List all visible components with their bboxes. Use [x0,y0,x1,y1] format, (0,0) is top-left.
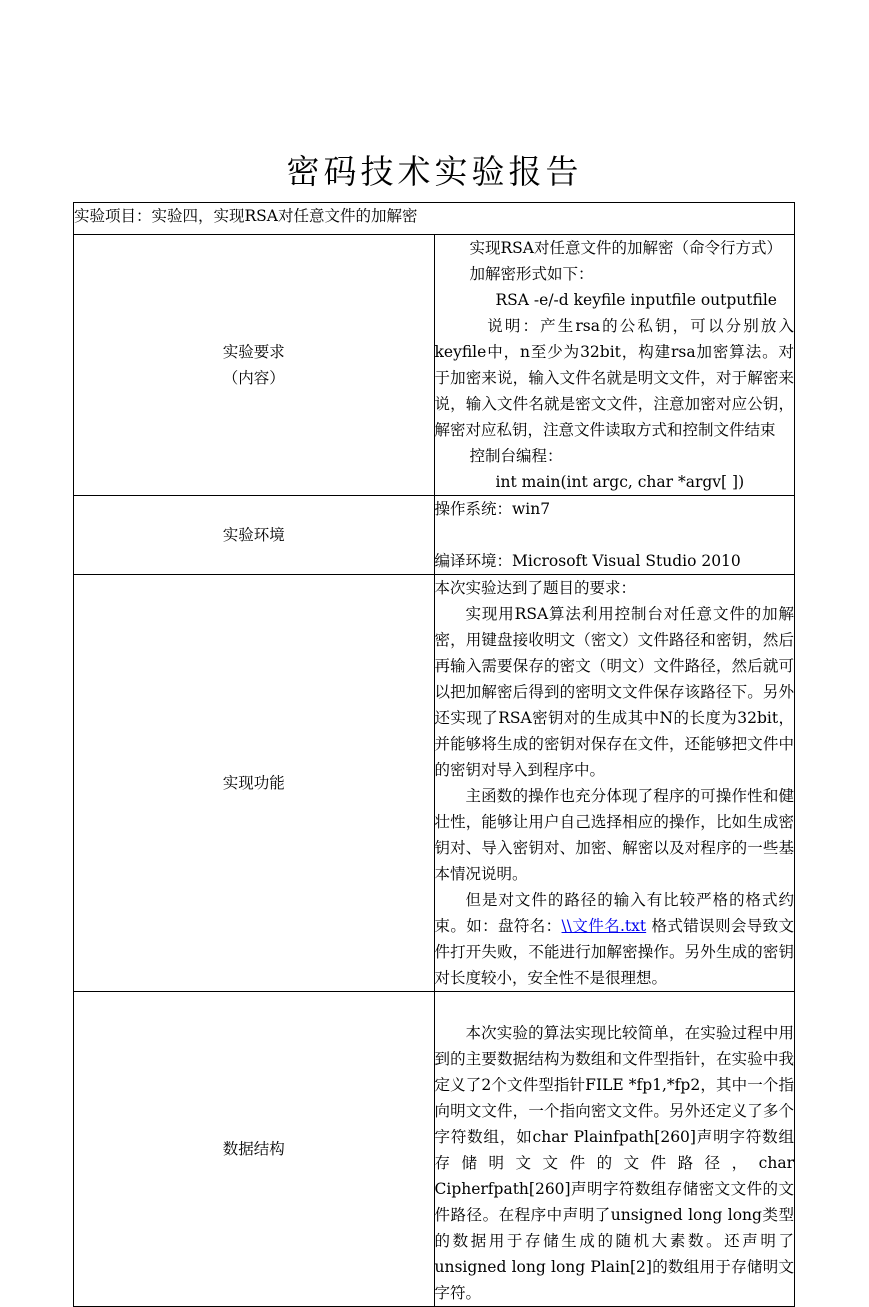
func-para-1: 实现用RSA算法利用控制台对任意文件的加解密，用键盘接收明文（密文）文件路径和密钥，然后再输入需要保存的密文（明文）文件路径，然后就可以把加解密后得到的密明文文件保存该路径下。另外还实现了RSA密钥对的生成其中N的长度为32bit，并能够将生成的密钥对保存在文件，还能够把文件中的密钥对导入到程序中。 [434,605,794,779]
func-intro: 本次实验达到了题目的要求： [434,579,637,597]
functions-row [74,575,795,992]
env-compiler: 编译环境：Microsoft Visual Studio 2010 [434,552,741,570]
environment-content [434,496,795,575]
environment-label: 实验环境 [74,496,435,575]
functions-content [434,575,795,992]
project-label: 实验项目： [74,207,152,225]
env-spacer [435,522,795,548]
req-line-4: 说明：产生rsa的公私钥，可以分别放入keyfile中，n至少为32bit，构建rsa加密算法。对于加密来说，输入文件名就是明文文件，对于解密来说，输入文件名就是密文文件，注意加密对应公钥，解密对应私钥，注意文件读取方式和控制文件结束 [434,317,794,439]
environment-row [74,496,795,575]
req-line-6: int main(int argc, char *argv[ ]) [495,473,745,491]
file-name-link[interactable]: \\文件名.txt [561,917,647,935]
requirements-content [434,235,795,496]
func-para-3-before: 但是对文件的路径的输入有比较严格的格式约束。如：盘符名： [434,891,794,935]
data-structure-label: 数据结构 [74,992,435,1307]
requirements-label [74,235,435,496]
data-structure-row [74,992,795,1307]
report-table [73,202,795,1307]
func-para-2: 主函数的操作也充分体现了程序的可操作性和健壮性，能够让用户自己选择相应的操作，比如生成密钥对、导入密钥对、加密、解密以及对程序的一些基本情况说明。 [434,787,794,883]
requirements-row [74,235,795,496]
req-line-2: 加解密形式如下： [469,265,594,283]
req-line-1: 实现RSA对任意文件的加解密（命令行方式） [469,239,782,257]
project-cell [74,203,795,235]
data-structure-content [434,992,795,1307]
project-value: 实验四，实现RSA对任意文件的加解密 [151,207,418,225]
requirements-label-line1: 实验要求 [222,343,285,361]
page-title: 密码技术实验报告 [286,152,583,191]
data-structure-para: 本次实验的算法实现比较简单，在实验过程中用到的主要数据结构为数组和文件型指针，在实验中我定义了2个文件型指针FILE *fp1,*fp2，其中一个指向明文文件，一个指向密文文件。另外还定义了多个字符数组，如char Plainfpath[260]声明字符数组存储明文文件的文件路径，char Cipherfpath[260]声明字符数组存储密文文件的文件路径。在程序中声明了unsigned long long类型的数据用于存储生成的随机大素数。还声明了unsigned long long Plain[2]的数组用于存储明文字符。 [434,1024,794,1302]
env-os: 操作系统：win7 [434,500,551,518]
func-para-3-after: 格式错误则会导致文件打开失败，不能进行加解密操作。另外生成的密钥对长度较小，安全性不是很理想。 [434,917,794,987]
functions-label: 实现功能 [74,575,435,992]
project-row [74,203,795,235]
func-para-3 [435,887,795,991]
req-line-3: RSA -e/-d keyfile inputfile outputfile [495,291,777,309]
requirements-label-line2: （内容） [222,369,285,387]
req-line-5: 控制台编程： [469,447,563,465]
